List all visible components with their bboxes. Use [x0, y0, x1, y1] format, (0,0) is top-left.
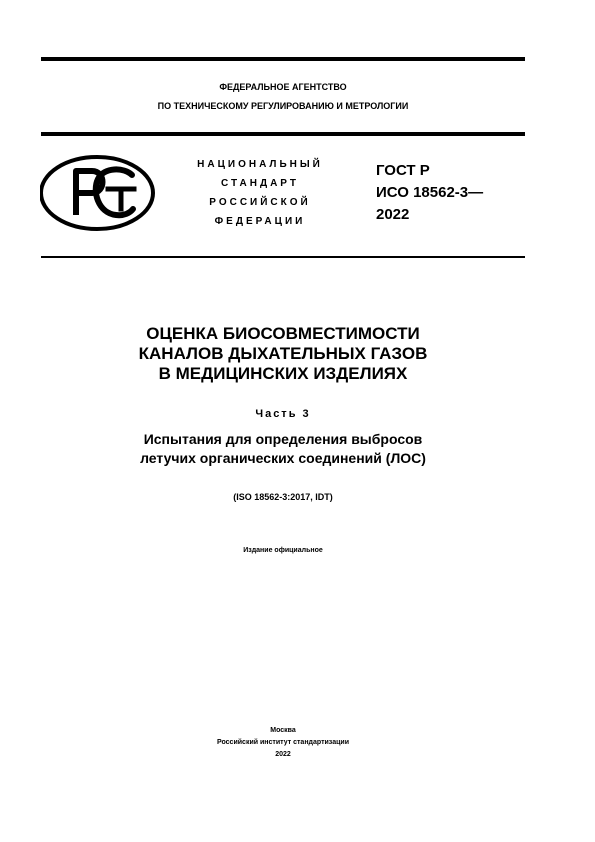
standard-type-line: РОССИЙСКОЙ: [209, 197, 311, 208]
document-title: [41, 324, 525, 384]
standard-type: [185, 155, 335, 231]
separator-rule: [41, 256, 525, 258]
agency-line-2: ПО ТЕХНИЧЕСКОМУ РЕГУЛИРОВАНИЮ И МЕТРОЛОГИИ: [157, 101, 409, 111]
agency-line-1: ФЕДЕРАЛЬНОЕ АГЕНТСТВО: [219, 82, 347, 92]
title-line: КАНАЛОВ ДЫХАТЕЛЬНЫХ ГАЗОВ: [138, 344, 428, 363]
designation-line: ГОСТ Р: [376, 162, 430, 179]
document-subtitle: [41, 430, 525, 468]
iso-reference: (ISO 18562-3:2017, IDT): [233, 492, 333, 502]
edition-note: Издание официальное: [243, 547, 323, 554]
standard-type-line: СТАНДАРТ: [221, 178, 299, 189]
title-line: В МЕДИЦИНСКИХ ИЗДЕЛИЯХ: [158, 364, 408, 383]
title-line: ОЦЕНКА БИОСОВМЕСТИМОСТИ: [146, 324, 420, 343]
imprint-year: 2022: [275, 751, 291, 758]
designation-line: 2022: [376, 206, 410, 223]
imprint-publisher: Российский институт стандартизации: [216, 739, 349, 746]
subtitle-line: летучих органических соединений (ЛОС): [140, 450, 426, 466]
part-number: Часть 3: [255, 408, 311, 420]
imprint: [41, 725, 525, 761]
imprint-city: Москва: [270, 727, 296, 734]
top-rule: [41, 57, 525, 61]
standard-type-line: НАЦИОНАЛЬНЫЙ: [197, 159, 323, 170]
designation-line: ИСО 18562-3—: [376, 184, 484, 201]
standard-designation: [376, 160, 483, 226]
subtitle-line: Испытания для определения выбросов: [143, 431, 423, 447]
gost-r-certification-mark-icon: [40, 155, 160, 231]
header-rule: [41, 132, 525, 136]
standard-type-line: ФЕДЕРАЦИИ: [214, 216, 306, 227]
